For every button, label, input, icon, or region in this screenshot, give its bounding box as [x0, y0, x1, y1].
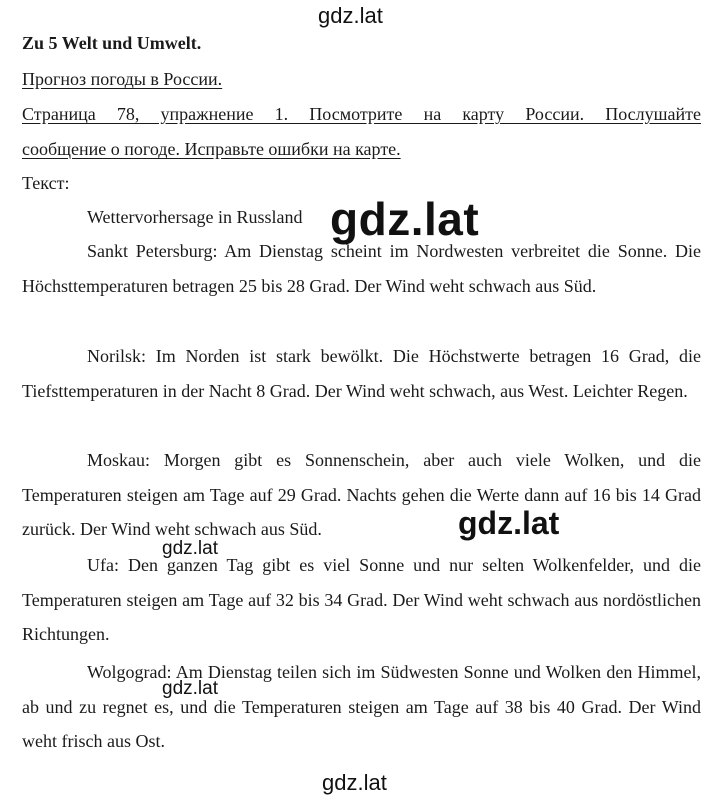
paragraph-ufa: [22, 548, 701, 652]
paragraph-text: Wolgograd: Am Dienstag teilen sich im Südwesten Sonne und Wolken den Himmel, ab und zu regnet es, und die Temperaturen steigen am Tage auf 38 bis 40 Grad. Der Wind weht frisch aus Ost.: [22, 662, 701, 751]
watermark-medium: gdz.lat: [458, 505, 560, 541]
watermark-small: gdz.lat: [162, 678, 218, 699]
watermark-bottom: gdz.lat: [322, 770, 387, 795]
paragraph-text: Sankt Petersburg: Am Dienstag scheint im Nordwesten verbreitet die Sonne. Die Höchsttemperaturen betragen 25 bis 28 Grad. Der Wind weht schwach aus Süd.: [22, 241, 701, 296]
paragraph-norilsk: [22, 339, 701, 408]
watermark-top: gdz.lat: [318, 3, 383, 28]
task-instruction-line-2: сообщение о погоде. Исправьте ошибки на карте.: [22, 139, 401, 159]
watermark-large: gdz.lat: [330, 193, 480, 245]
exercise-subheading: Прогноз погоды в России.: [22, 69, 223, 89]
section-heading: Zu 5 Welt und Umwelt.: [22, 33, 202, 53]
watermark-small: gdz.lat: [162, 538, 218, 559]
paragraph-moskau: [22, 443, 701, 547]
paragraph-text: Ufa: Den ganzen Tag gibt es viel Sonne und nur selten Wolkenfelder, und die Temperaturen steigen am Tage auf 32 bis 34 Grad. Der Wind weht schwach aus nordöstlichen Richtungen.: [22, 555, 701, 644]
paragraph-wolgograd: [22, 655, 701, 759]
text-label: Текст:: [22, 173, 70, 193]
text-title: Wettervorhersage in Russland: [87, 207, 303, 227]
task-instruction-line-1: Страница 78, упражнение 1. Посмотрите на карту России. Послушайте: [22, 104, 701, 124]
paragraph-text: Norilsk: Im Norden ist stark bewölkt. Die Höchstwerte betragen 16 Grad, die Tiefsttemperaturen in der Nacht 8 Grad. Der Wind weht schwach, aus West. Leichter Regen.: [22, 346, 701, 401]
paragraph-text: Moskau: Morgen gibt es Sonnenschein, aber auch viele Wolken, und die Temperaturen steigen am Tage auf 29 Grad. Nachts gehen die Werte dann auf 16 bis 14 Grad zurück. Der Wind weht schwach aus Süd.: [22, 450, 701, 539]
